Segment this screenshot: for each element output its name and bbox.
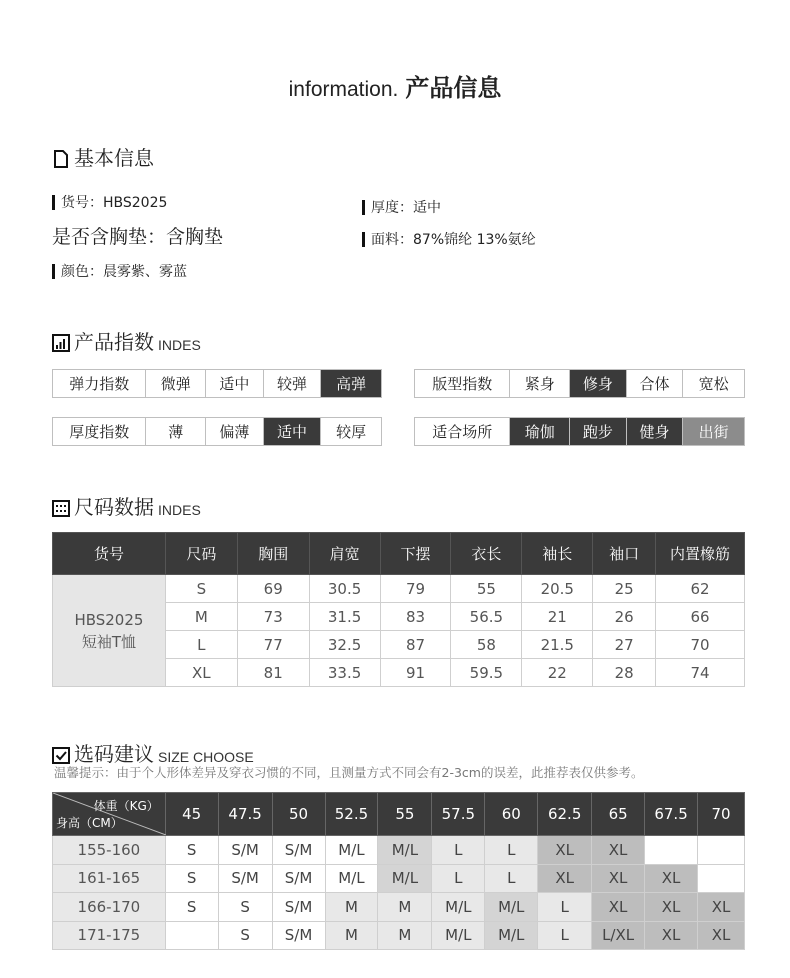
table-cell: 74: [656, 659, 745, 687]
chest-pad-text: 是否含胸垫：含胸垫: [52, 226, 224, 248]
occasion-option-partial: 出街: [683, 418, 744, 445]
table-row: [53, 836, 745, 865]
table-cell: 21.5: [522, 631, 593, 659]
checkbox-icon: [52, 746, 70, 764]
table-cell: M/L: [485, 921, 538, 950]
table-cell: M: [378, 893, 432, 922]
basic-info-heading: [52, 142, 154, 171]
bullet-bar: [52, 264, 55, 279]
table-cell: [645, 836, 698, 865]
table-cell: S/M: [272, 836, 325, 865]
size-data-sub: INDES: [158, 502, 201, 518]
table-row: [53, 893, 745, 922]
elastic-option: 较弹: [264, 370, 322, 397]
thickness-index-row: [52, 417, 382, 446]
table-cell: L: [485, 836, 538, 865]
page-title-en: information.: [288, 78, 399, 101]
fit-option: 紧身: [510, 370, 570, 397]
table-cell: [698, 836, 745, 865]
table-cell: XL: [538, 864, 592, 893]
product-index-heading: [52, 326, 201, 355]
table-cell: XL: [165, 659, 237, 687]
table-cell: 81: [237, 659, 309, 687]
table-cell: 20.5: [522, 575, 593, 603]
size-choose-title: 选码建议: [74, 742, 154, 766]
diagonal-header-cell: [53, 793, 166, 836]
occasion-option-selected: 瑜伽: [510, 418, 570, 445]
col-header: 内置橡筋: [656, 533, 745, 575]
table-cell: 69: [237, 575, 309, 603]
col-header: 下摆: [380, 533, 451, 575]
table-cell: M/L: [378, 836, 432, 865]
table-cell: 77: [237, 631, 309, 659]
table-cell: L: [432, 864, 485, 893]
table-cell: S/M: [272, 893, 325, 922]
basic-info-title: 基本信息: [74, 146, 154, 170]
chest-pad-info: [52, 222, 223, 249]
elastic-option: 微弹: [146, 370, 206, 397]
height-cell: 161-165: [53, 864, 166, 893]
table-cell: S/M: [218, 864, 272, 893]
table-cell: L/XL: [592, 921, 645, 950]
table-cell: L: [538, 893, 592, 922]
table-cell: 28: [593, 659, 656, 687]
table-cell: 25: [593, 575, 656, 603]
table-cell: 33.5: [309, 659, 380, 687]
table-cell: XL: [645, 893, 698, 922]
col-header: 肩宽: [309, 533, 380, 575]
table-cell: 58: [451, 631, 522, 659]
table-cell: S: [165, 893, 218, 922]
calendar-grid-icon: [52, 499, 70, 517]
elastic-option: 适中: [206, 370, 264, 397]
col-header: 货号: [53, 533, 166, 575]
fit-option-selected: 修身: [570, 370, 627, 397]
table-cell: S/M: [272, 921, 325, 950]
table-cell: 21: [522, 603, 593, 631]
col-header: 尺码: [165, 533, 237, 575]
product-code: HBS2025: [74, 610, 144, 629]
weight-header: 45: [165, 793, 218, 836]
table-cell: 56.5: [451, 603, 522, 631]
size-table-header: [53, 533, 745, 575]
table-cell: S/M: [272, 864, 325, 893]
table-cell: 27: [593, 631, 656, 659]
table-cell: S: [165, 575, 237, 603]
table-cell: M/L: [485, 893, 538, 922]
weight-header: 67.5: [645, 793, 698, 836]
table-cell: 30.5: [309, 575, 380, 603]
size-choose-note: 温馨提示：由于个人形体差异及穿衣习惯的不同，且测量方式不同会有2-3cm的误差，此推荐表仅供参考。: [54, 765, 644, 780]
table-cell: S: [165, 864, 218, 893]
table-cell: M: [378, 921, 432, 950]
thickness-option: 偏薄: [206, 418, 264, 445]
table-cell: XL: [592, 864, 645, 893]
table-cell: XL: [538, 836, 592, 865]
table-cell: XL: [698, 921, 745, 950]
thickness-info: [362, 197, 441, 217]
table-cell: M/L: [432, 921, 485, 950]
table-cell: 73: [237, 603, 309, 631]
table-cell: 83: [380, 603, 451, 631]
col-header: 袖口: [593, 533, 656, 575]
elastic-index-label: 弹力指数: [53, 370, 146, 397]
product-type: 短袖T恤: [81, 632, 137, 651]
product-index-title: 产品指数: [74, 330, 154, 354]
table-cell: M/L: [378, 864, 432, 893]
table-cell: 55: [451, 575, 522, 603]
table-cell: M/L: [325, 864, 378, 893]
table-cell: 22: [522, 659, 593, 687]
product-cell: [53, 575, 166, 687]
table-cell: 79: [380, 575, 451, 603]
weight-header: 70: [698, 793, 745, 836]
occasion-index-label: 适合场所: [415, 418, 510, 445]
item-number: [52, 192, 167, 212]
table-cell: L: [485, 864, 538, 893]
choose-header-row: [53, 793, 745, 836]
height-cell: 155-160: [53, 836, 166, 865]
fabric-text: 面料：87%锦纶 13%氨纶: [371, 232, 536, 248]
table-cell: 26: [593, 603, 656, 631]
page-title: [0, 68, 790, 103]
table-row: [53, 575, 745, 603]
table-cell: 31.5: [309, 603, 380, 631]
color-info: [52, 261, 187, 281]
weight-header: 60: [485, 793, 538, 836]
table-cell: 91: [380, 659, 451, 687]
color-text: 颜色：晨雾紫、雾蓝: [61, 264, 187, 280]
thickness-option: 薄: [146, 418, 206, 445]
table-cell: M: [325, 893, 378, 922]
bullet-bar: [52, 195, 55, 210]
table-cell: [165, 921, 218, 950]
table-cell: S: [165, 836, 218, 865]
weight-header: 47.5: [218, 793, 272, 836]
fit-index-label: 版型指数: [415, 370, 510, 397]
size-data-heading: [52, 491, 201, 520]
size-choose-table: [52, 792, 745, 950]
table-cell: L: [165, 631, 237, 659]
table-cell: M/L: [325, 836, 378, 865]
weight-header: 52.5: [325, 793, 378, 836]
table-cell: 70: [656, 631, 745, 659]
size-data-table: [52, 532, 745, 687]
table-cell: 59.5: [451, 659, 522, 687]
bullet-bar: [362, 200, 365, 215]
fit-option: 宽松: [698, 375, 729, 393]
table-cell: XL: [592, 893, 645, 922]
weight-header: 65: [592, 793, 645, 836]
table-cell: XL: [698, 893, 745, 922]
table-row: [53, 864, 745, 893]
table-cell: S/M: [218, 836, 272, 865]
weight-label: 体重（KG）: [93, 799, 159, 813]
occasion-option-selected: 健身: [627, 418, 684, 445]
bullet-bar: [362, 232, 365, 247]
table-cell: M: [165, 603, 237, 631]
weight-header: 57.5: [432, 793, 485, 836]
signal-bars-icon: [52, 334, 70, 352]
table-cell: M/L: [432, 893, 485, 922]
table-cell: S: [218, 921, 272, 950]
fit-index-row: [414, 369, 745, 398]
weight-header: 55: [378, 793, 432, 836]
table-cell: L: [432, 836, 485, 865]
height-label: 身高（CM）: [56, 816, 123, 830]
item-number-text: 货号：HBS2025: [61, 195, 168, 211]
table-cell: XL: [645, 864, 698, 893]
table-cell: L: [538, 921, 592, 950]
fabric-info: [362, 229, 536, 249]
occasion-option-selected: 跑步: [570, 418, 627, 445]
thickness-index-label: 厚度指数: [53, 418, 146, 445]
table-cell: [698, 864, 745, 893]
thickness-option: 较厚: [336, 423, 367, 441]
col-header: 衣长: [451, 533, 522, 575]
height-cell: 171-175: [53, 921, 166, 950]
table-cell: 62: [656, 575, 745, 603]
weight-header: 50: [272, 793, 325, 836]
thickness-option-selected: 适中: [264, 418, 322, 445]
table-cell: M: [325, 921, 378, 950]
size-data-title: 尺码数据: [74, 495, 154, 519]
table-cell: XL: [645, 921, 698, 950]
document-icon: [52, 150, 70, 168]
size-choose-sub: SIZE CHOOSE: [158, 749, 254, 765]
occasion-index-row: [414, 417, 745, 446]
height-cell: 166-170: [53, 893, 166, 922]
table-cell: S: [218, 893, 272, 922]
elastic-index-row: [52, 369, 382, 398]
table-cell: 66: [656, 603, 745, 631]
elastic-option-selected: 高弹: [321, 370, 381, 397]
page-title-cn: 产品信息: [405, 74, 502, 102]
table-cell: XL: [592, 836, 645, 865]
weight-header: 62.5: [538, 793, 592, 836]
table-row: [53, 921, 745, 950]
table-cell: 32.5: [309, 631, 380, 659]
col-header: 袖长: [522, 533, 593, 575]
thickness-text: 厚度：适中: [371, 200, 441, 216]
fit-option: 合体: [627, 370, 684, 397]
product-index-sub: INDES: [158, 337, 201, 353]
col-header: 胸围: [237, 533, 309, 575]
table-cell: 87: [380, 631, 451, 659]
